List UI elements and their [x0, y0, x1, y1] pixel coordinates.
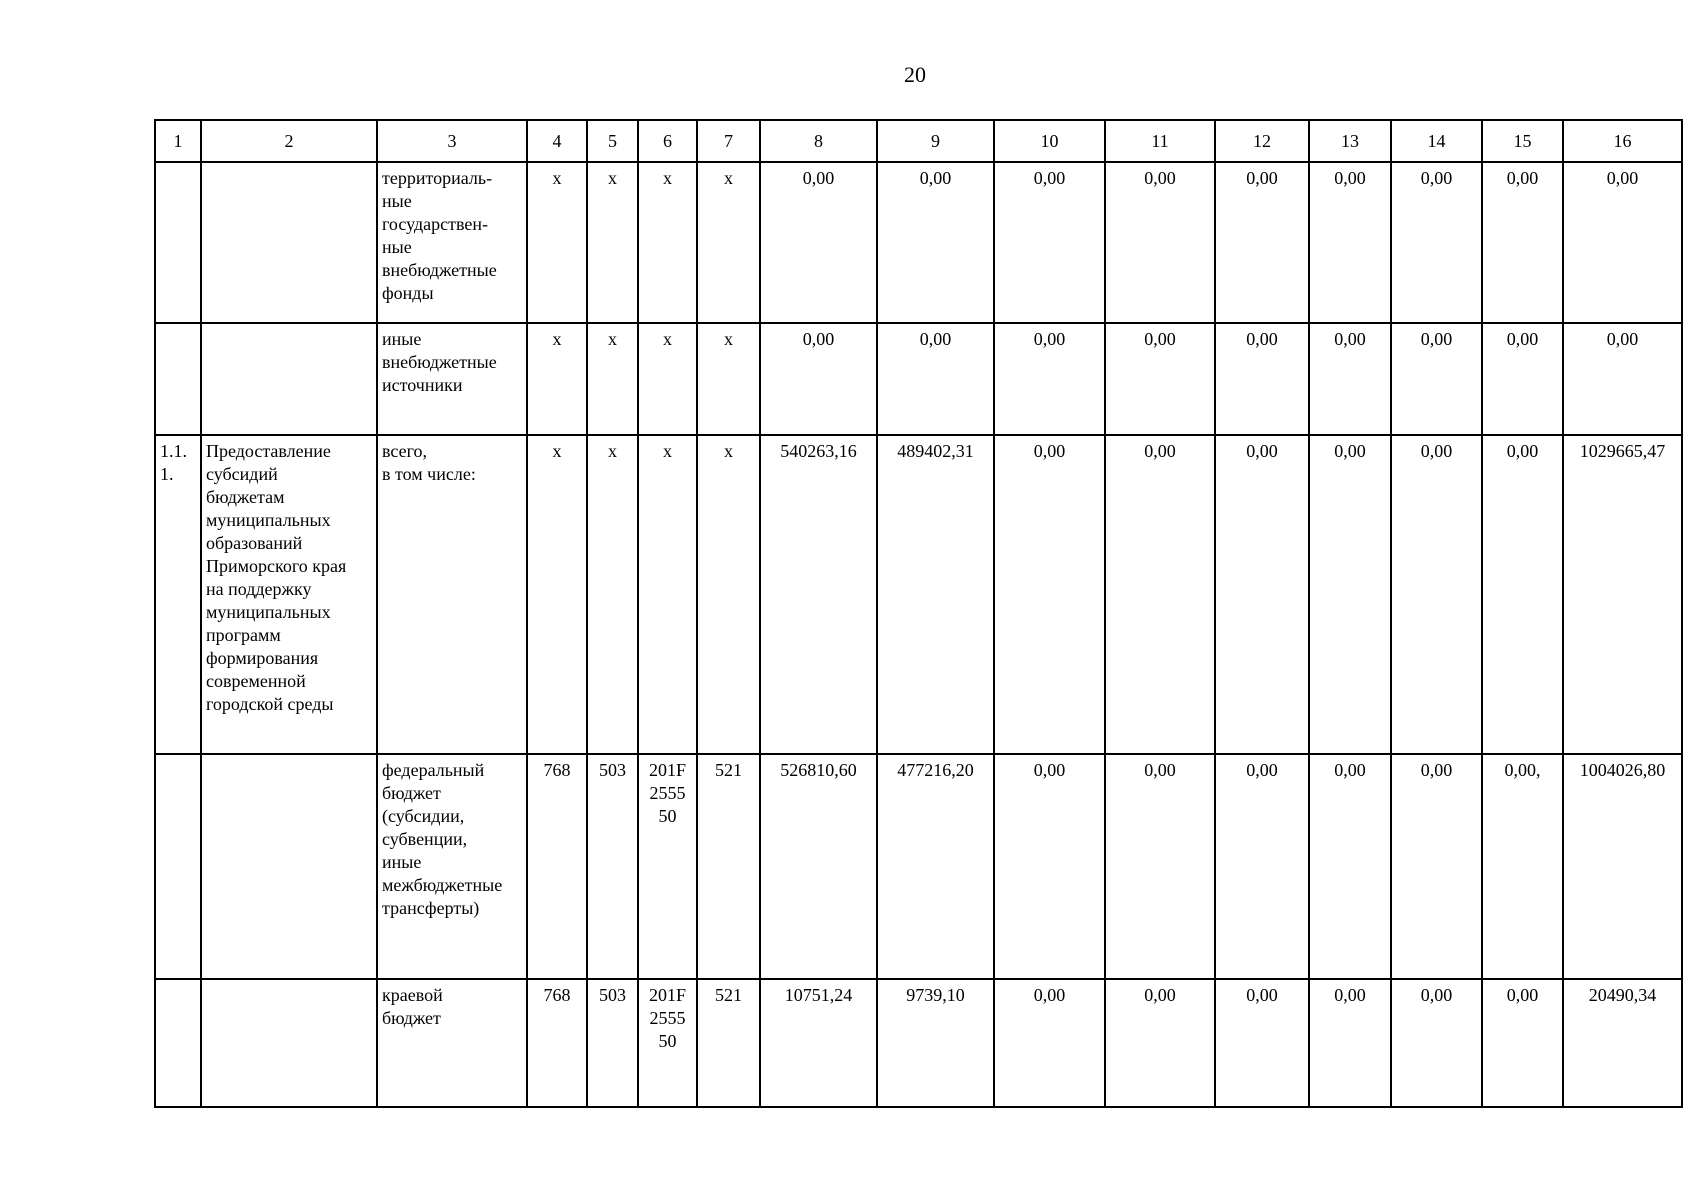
amount-cell: 0,00 [1391, 162, 1482, 323]
column-header-16: 16 [1563, 120, 1682, 162]
amount-cell: 0,00 [1563, 323, 1682, 435]
event-name-cell: Предоставление субсидий бюджетам муниципальных образований Приморского края на поддержку муниципальных программ формирования современной городской среды [201, 435, 377, 754]
table-row [155, 754, 1682, 979]
code-cell: х [697, 162, 760, 323]
code-cell: х [587, 162, 638, 323]
amount-cell: 0,00 [1215, 754, 1309, 979]
code-cell: 768 [527, 754, 587, 979]
amount-cell: 477216,20 [877, 754, 994, 979]
amount-cell: 0,00 [994, 435, 1105, 754]
event-name-cell [201, 754, 377, 979]
column-header-1: 1 [155, 120, 201, 162]
amount-cell: 0,00 [1105, 435, 1215, 754]
amount-cell: 0,00 [1482, 979, 1563, 1107]
amount-cell: 0,00 [1105, 323, 1215, 435]
funding-source-cell: всего, в том числе: [377, 435, 527, 754]
amount-cell: 0,00 [1105, 979, 1215, 1107]
code-cell: х [697, 435, 760, 754]
code-cell: 201F 2555 50 [638, 754, 697, 979]
amount-cell: 0,00 [1309, 435, 1391, 754]
amount-cell: 0,00 [1215, 323, 1309, 435]
amount-cell: 0,00 [760, 323, 877, 435]
funding-source-cell: краевой бюджет [377, 979, 527, 1107]
amount-cell: 9739,10 [877, 979, 994, 1107]
code-cell: 503 [587, 754, 638, 979]
amount-cell: 0,00 [1391, 435, 1482, 754]
column-header-3: 3 [377, 120, 527, 162]
amount-cell: 0,00 [1391, 754, 1482, 979]
table-header-row [155, 120, 1682, 162]
amount-cell: 0,00 [1105, 162, 1215, 323]
amount-cell: 0,00 [1309, 323, 1391, 435]
amount-cell: 0,00 [1215, 162, 1309, 323]
funding-source-cell: территориаль- ные государствен- ные внебюджетные фонды [377, 162, 527, 323]
code-cell: х [697, 323, 760, 435]
code-cell: х [527, 323, 587, 435]
amount-cell: 489402,31 [877, 435, 994, 754]
code-cell: х [587, 435, 638, 754]
column-header-10: 10 [994, 120, 1105, 162]
row-index-cell [155, 754, 201, 979]
funding-source-cell: иные внебюджетные источники [377, 323, 527, 435]
amount-cell: 0,00 [1482, 323, 1563, 435]
amount-cell: 0,00 [1391, 979, 1482, 1107]
row-index-cell [155, 979, 201, 1107]
amount-cell: 10751,24 [760, 979, 877, 1107]
table-row [155, 323, 1682, 435]
row-index-cell: 1.1. 1. [155, 435, 201, 754]
column-header-4: 4 [527, 120, 587, 162]
event-name-cell [201, 979, 377, 1107]
amount-cell: 540263,16 [760, 435, 877, 754]
column-header-5: 5 [587, 120, 638, 162]
code-cell: х [527, 162, 587, 323]
amount-cell: 0,00 [1309, 162, 1391, 323]
code-cell: 521 [697, 754, 760, 979]
amount-cell: 0,00 [994, 162, 1105, 323]
row-index-cell [155, 323, 201, 435]
column-header-13: 13 [1309, 120, 1391, 162]
amount-cell: 0,00 [1391, 323, 1482, 435]
column-header-12: 12 [1215, 120, 1309, 162]
amount-cell: 0,00 [1482, 435, 1563, 754]
amount-cell: 0,00 [1105, 754, 1215, 979]
column-header-2: 2 [201, 120, 377, 162]
code-cell: 503 [587, 979, 638, 1107]
column-header-7: 7 [697, 120, 760, 162]
amount-cell: 0,00 [1309, 979, 1391, 1107]
amount-cell: 0,00 [760, 162, 877, 323]
amount-cell: 0,00 [1482, 162, 1563, 323]
amount-cell: 0,00 [994, 979, 1105, 1107]
code-cell: х [638, 323, 697, 435]
code-cell: х [638, 435, 697, 754]
funding-source-cell: федеральный бюджет (субсидии, субвенции, иные межбюджетные трансферты) [377, 754, 527, 979]
column-header-15: 15 [1482, 120, 1563, 162]
amount-cell: 0,00 [1563, 162, 1682, 323]
amount-cell: 1029665,47 [1563, 435, 1682, 754]
event-name-cell [201, 323, 377, 435]
table-row [155, 435, 1682, 754]
table-row [155, 162, 1682, 323]
column-header-8: 8 [760, 120, 877, 162]
amount-cell: 0,00 [877, 162, 994, 323]
column-header-6: 6 [638, 120, 697, 162]
event-name-cell [201, 162, 377, 323]
code-cell: х [527, 435, 587, 754]
amount-cell: 0,00, [1482, 754, 1563, 979]
page-number: 20 [904, 62, 926, 87]
amount-cell: 0,00 [1215, 435, 1309, 754]
amount-cell: 0,00 [994, 754, 1105, 979]
amount-cell: 0,00 [1215, 979, 1309, 1107]
amount-cell: 0,00 [877, 323, 994, 435]
code-cell: х [587, 323, 638, 435]
amount-cell: 0,00 [1309, 754, 1391, 979]
amount-cell: 526810,60 [760, 754, 877, 979]
code-cell: х [638, 162, 697, 323]
table-row [155, 979, 1682, 1107]
amount-cell: 20490,34 [1563, 979, 1682, 1107]
column-header-11: 11 [1105, 120, 1215, 162]
budget-table [154, 119, 1683, 1108]
row-index-cell [155, 162, 201, 323]
amount-cell: 1004026,80 [1563, 754, 1682, 979]
code-cell: 521 [697, 979, 760, 1107]
code-cell: 201F 2555 50 [638, 979, 697, 1107]
column-header-14: 14 [1391, 120, 1482, 162]
code-cell: 768 [527, 979, 587, 1107]
column-header-9: 9 [877, 120, 994, 162]
amount-cell: 0,00 [994, 323, 1105, 435]
